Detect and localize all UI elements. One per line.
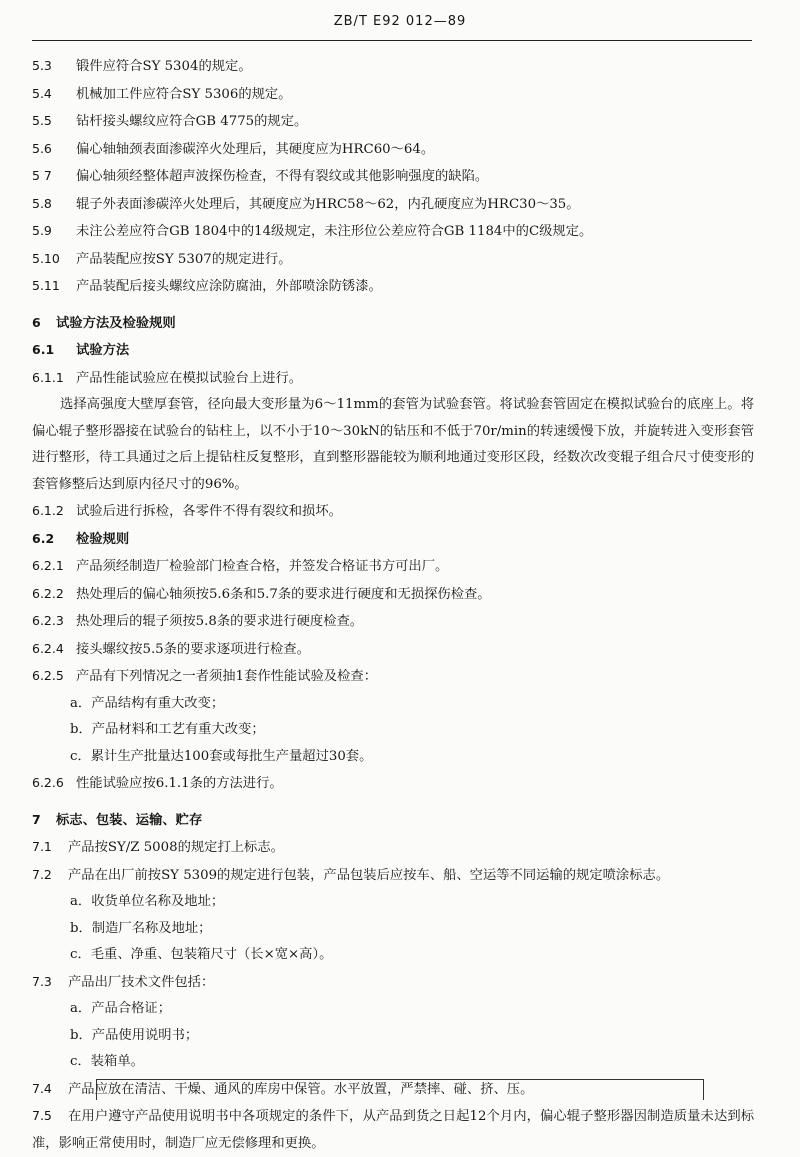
clause-number: 6.2.5 [32,668,64,683]
clause-6-1-2 [32,498,754,526]
clause-7-3 [32,969,754,997]
clause-text: 产品须经制造厂检验部门检查合格，并签发合格证书方可出厂。 [76,559,449,574]
clause-number: 5.11 [32,278,60,293]
section-gap [32,301,754,310]
clause-7-1 [32,834,754,862]
clause-text: 偏心轴轴颈表面渗碳淬火处理后，其硬度应为HRC60～64。 [76,141,435,157]
clause-number: 6.2.3 [32,613,64,628]
clause-text: 试验后进行拆检，各零件不得有裂纹和损坏。 [76,504,342,519]
clause-number: 5.10 [32,250,60,266]
clause-number: 6.2.4 [32,640,64,656]
clause-text: 产品装配应按SY 5307的规定进行。 [76,251,292,267]
clause-number: 6.2 [32,530,55,546]
clause-text: 钻杆接头螺纹应符合GB 4775的规定。 [76,114,308,129]
clause-text: 锻件应符合SY 5304的规定。 [76,59,252,74]
standard-header: ZB/T E92 012—89 [333,14,467,29]
section-title: 标志、包装、运输、贮存 [56,812,203,828]
clause-text: 产品按SY/Z 5008的规定打上标志。 [68,840,284,855]
clause-text: 产品在出厂前按SY 5309的规定进行包装，产品包装后应按车、船、空运等不同运输的规定喷涂标志。 [68,867,670,883]
document-body [32,53,754,1157]
clause-text: 偏心轴须经整体超声波探伤检查，不得有裂纹或其他影响强度的缺陷。 [76,169,489,184]
clause-5-8 [32,191,754,219]
clause-5-3 [32,53,754,81]
list-item: b．产品材料和工艺有重大改变； [70,722,265,737]
clause-number: 5.6 [32,140,52,156]
section-6-2-heading [32,526,754,554]
clause-text: 热处理后的辊子须按5.8条的要求进行硬度检查。 [76,614,364,629]
clause-title: 试验方法 [76,343,130,358]
clause-text: 接头螺纹按5.5条的要求逐项进行检查。 [76,641,310,657]
section-title: 试验方法及检验规则 [56,315,176,331]
list-item: a．产品合格证； [70,1001,172,1016]
clause-number: 7.5 [32,1108,52,1123]
header-rule [32,40,752,41]
clause-text: 辊子外表面渗碳淬火处理后，其硬度应为HRC58～62，内孔硬度应为HRC30～35。 [76,196,580,212]
clause-number: 5.8 [32,195,52,211]
clause-text: 机械加工件应符合SY 5306的规定。 [76,86,292,102]
clause-number: 7.4 [32,1080,52,1096]
section-number: 7 [32,811,41,827]
clause-number: 7.3 [32,973,52,989]
clause-text: 热处理后的偏心轴须按5.6条和5.7条的要求进行硬度和无损探伤检查。 [76,586,491,602]
clause-5-5 [32,108,754,136]
test-procedure-paragraph: 选择高强度大壁厚套管，径向最大变形量为6～11mm的套管为试验套管。将试验套管固定在模拟试验台的底座上。将偏心辊子整形器接在试验台的钻柱上，以不小于10～30kN的钻压和不低于70r/min的转速缓慢下放，并旋转进入变形套管进行整形，待工具通过之后上提钻柱反复整形，直到整形器能较为顺利地通过变形区段，经数次改变辊子组合尺寸使变形的套管修整后达到原内径尺寸的96%。 [32,397,754,492]
clause-text: 性能试验应按6.1.1条的方法进行。 [76,776,283,791]
clause-6-2-3 [32,608,754,636]
clause-text: 在用户遵守产品使用说明书中各项规定的条件下，从产品到货之日起12个月内，偏心辊子整形器因制造质量未达到标准，影响正常使用时，制造厂应无偿修理和更换。 [32,1109,754,1151]
clause-6-2-2 [32,581,754,609]
clause-number: 7.2 [32,866,52,882]
clause-text: 产品有下列情况之一者须抽1套作性能试验及检查： [76,669,377,684]
clause-5-6 [32,136,754,164]
clause-text: 产品应放在清洁、干燥、通风的库房中保管。水平放置，严禁摔、碰、挤、压。 [68,1081,534,1097]
clause-6-2-5 [32,663,754,691]
clause-text: 产品性能试验应在模拟试验台上进行。 [76,370,303,386]
clause-number: 6.2.1 [32,558,64,573]
clause-5-9 [32,218,754,246]
clause-title: 检验规则 [76,531,130,547]
clause-6-1-1 [32,365,754,393]
clause-number: 6.1.1 [32,369,64,385]
clause-7-2 [32,862,754,890]
clause-number: 6.1 [32,342,55,357]
section-gap [32,798,754,807]
clause-5-4 [32,81,754,109]
clause-5-11 [32,273,754,301]
list-item: c．毛重、净重、包装箱尺寸（长×宽×高）。 [70,947,333,962]
clause-6-2-1 [32,553,754,581]
list-item: b．制造厂名称及地址； [70,920,212,936]
clause-number: 6.1.2 [32,503,64,518]
clause-5-7 [32,163,754,191]
clause-number: 5.4 [32,85,52,101]
list-item: a．收货单位名称及地址； [70,894,225,909]
clause-7-5 [32,1103,754,1157]
clause-number: 5.3 [32,58,52,73]
clause-number: 5.5 [32,113,52,128]
list-item: b．产品使用说明书； [70,1027,199,1043]
clause-6-2-6 [32,770,754,798]
section-6-1-heading [32,337,754,365]
clause-number: 6.2.2 [32,585,64,601]
clause-number: 7.1 [32,839,52,854]
clause-5-10 [32,246,754,274]
section-6-heading [32,310,754,338]
clause-6-2-4 [32,636,754,664]
list-item: c．装箱单。 [70,1054,144,1069]
clause-number: 5 7 [32,168,52,183]
list-item: a．产品结构有重大改变； [70,695,225,711]
section-number: 6 [32,314,41,330]
list-item: c．累计生产批量达100套或每批生产量超过30套。 [70,748,373,764]
clause-text: 未注公差应符合GB 1804中的14级规定，未注形位公差应符合GB 1184中的C级规定。 [76,224,593,239]
clause-number: 6.2.6 [32,775,64,790]
clause-text: 产品出厂技术文件包括： [68,974,215,990]
clause-number: 5.9 [32,223,52,238]
section-7-heading [32,807,754,835]
clause-text: 产品装配后接头螺纹应涂防腐油，外部喷涂防锈漆。 [76,279,382,294]
